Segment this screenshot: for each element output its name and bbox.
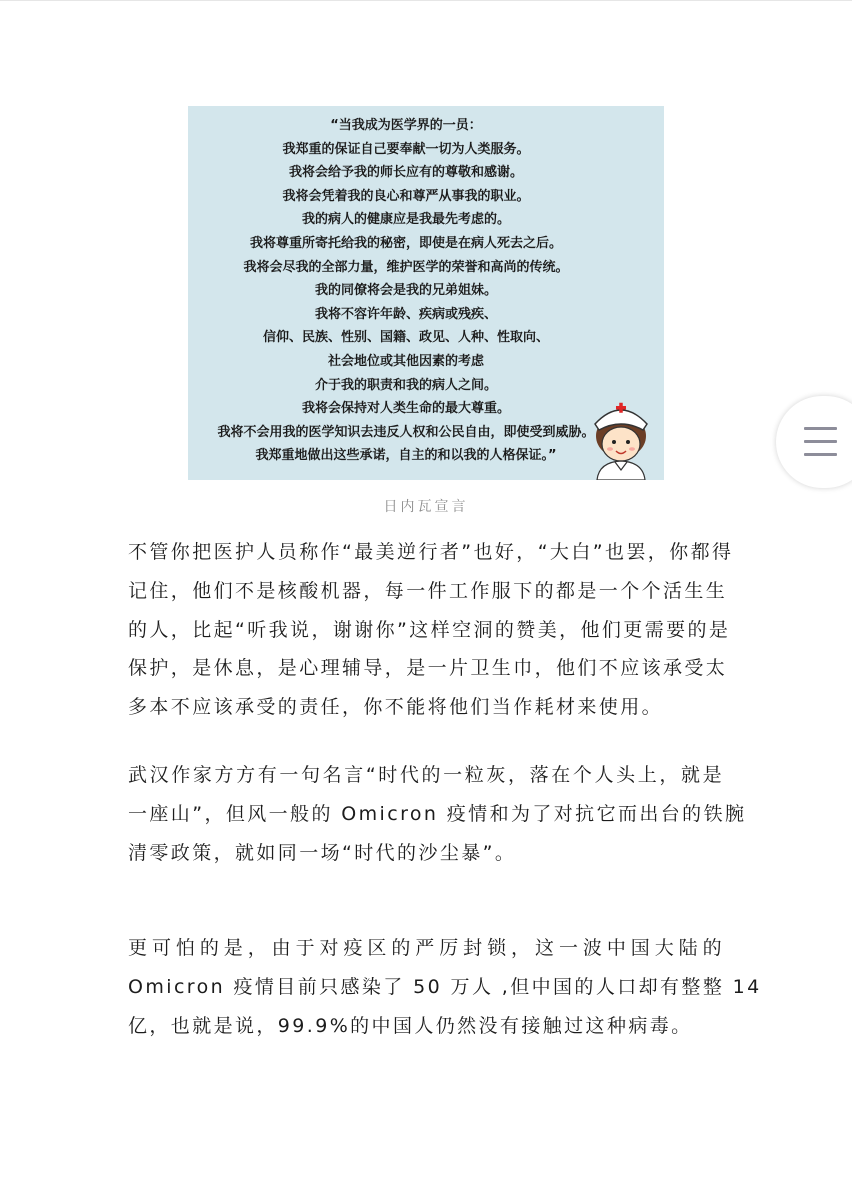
oath-line: 我郑重地做出这些承诺，自主的和以我的人格保证。” bbox=[255, 448, 557, 464]
oath-line: 我将会给予我的师长应有的尊敬和感谢。 bbox=[288, 165, 523, 181]
nurse-illustration bbox=[581, 394, 661, 480]
oath-line: 我将会保持对人类生命的最大尊重。 bbox=[301, 401, 510, 417]
text-line: 亿，也就是说，99.9%的中国人仍然没有接触过这种病毒。 bbox=[128, 1014, 693, 1037]
oath-line: 信仰、民族、性别、国籍、政见、人种、性取向、 bbox=[262, 330, 549, 346]
geneva-declaration-image bbox=[188, 106, 664, 480]
oath-line: 我将会凭着我的良心和尊严从事我的职业。 bbox=[282, 188, 530, 204]
paragraph-healthcare-workers bbox=[128, 533, 734, 727]
oath-line: 我将不会用我的医学知识去违反人权和公民自由，即使受到威胁。 bbox=[217, 424, 595, 440]
oath-line: “当我成为医学界的一员： bbox=[330, 118, 482, 133]
paragraph-infection-stats bbox=[128, 929, 762, 1045]
image-caption: 日内瓦宣言 bbox=[383, 499, 469, 515]
text-line: 清零政策，就如同一场“时代的沙尘暴”。 bbox=[128, 841, 517, 864]
oath-line: 社会地位或其他因素的考虑 bbox=[327, 353, 484, 369]
top-divider bbox=[0, 0, 852, 1]
text-line: Omicron 疫情目前只感染了 50 万人 ,但中国的人口却有整整 14 bbox=[128, 975, 762, 998]
text-line: 不管你把医护人员称作“最美逆行者”也好，“大白”也罢，你都得 bbox=[128, 541, 734, 563]
oath-line: 我的病人的健康应是我最先考虑的。 bbox=[301, 212, 510, 228]
floating-menu-button[interactable] bbox=[776, 396, 852, 488]
oath-text bbox=[188, 114, 606, 468]
oath-line: 我郑重的保证自己要奉献一切为人类服务。 bbox=[282, 141, 530, 157]
text-line: 记住，他们不是核酸机器，每一件工作服下的都是一个个活生生 bbox=[128, 579, 728, 602]
text-line: 保护，是休息，是心理辅导，是一片卫生巾，他们不应该承受太 bbox=[128, 657, 728, 680]
oath-line: 我将会尽我的全部力量，维护医学的荣誉和高尚的传统。 bbox=[243, 259, 569, 275]
paragraph-fangfang-quote bbox=[128, 756, 747, 872]
text-line: 更可怕的是，由于对疫区的严厉封锁，这一波中国大陆的 bbox=[128, 937, 724, 959]
text-line: 的人，比起“听我说，谢谢你”这样空洞的赞美，他们更需要的是 bbox=[128, 618, 731, 641]
oath-line: 我将不容许年龄、疾病或残疾、 bbox=[314, 306, 497, 322]
text-line: 武汉作家方方有一句名言“时代的一粒灰，落在个人头上，就是 bbox=[128, 764, 724, 786]
text-line: 多本不应该承受的责任，你不能将他们当作耗材来使用。 bbox=[128, 696, 664, 719]
oath-line: 我的同僚将会是我的兄弟姐妹。 bbox=[314, 283, 497, 299]
oath-line: 介于我的职责和我的病人之间。 bbox=[314, 377, 497, 393]
oath-line: 我将尊重所寄托给我的秘密，即使是在病人死去之后。 bbox=[249, 235, 562, 251]
text-line: 一座山”，但风一般的 Omicron 疫情和为了对抗它而出台的铁腕 bbox=[128, 802, 747, 825]
